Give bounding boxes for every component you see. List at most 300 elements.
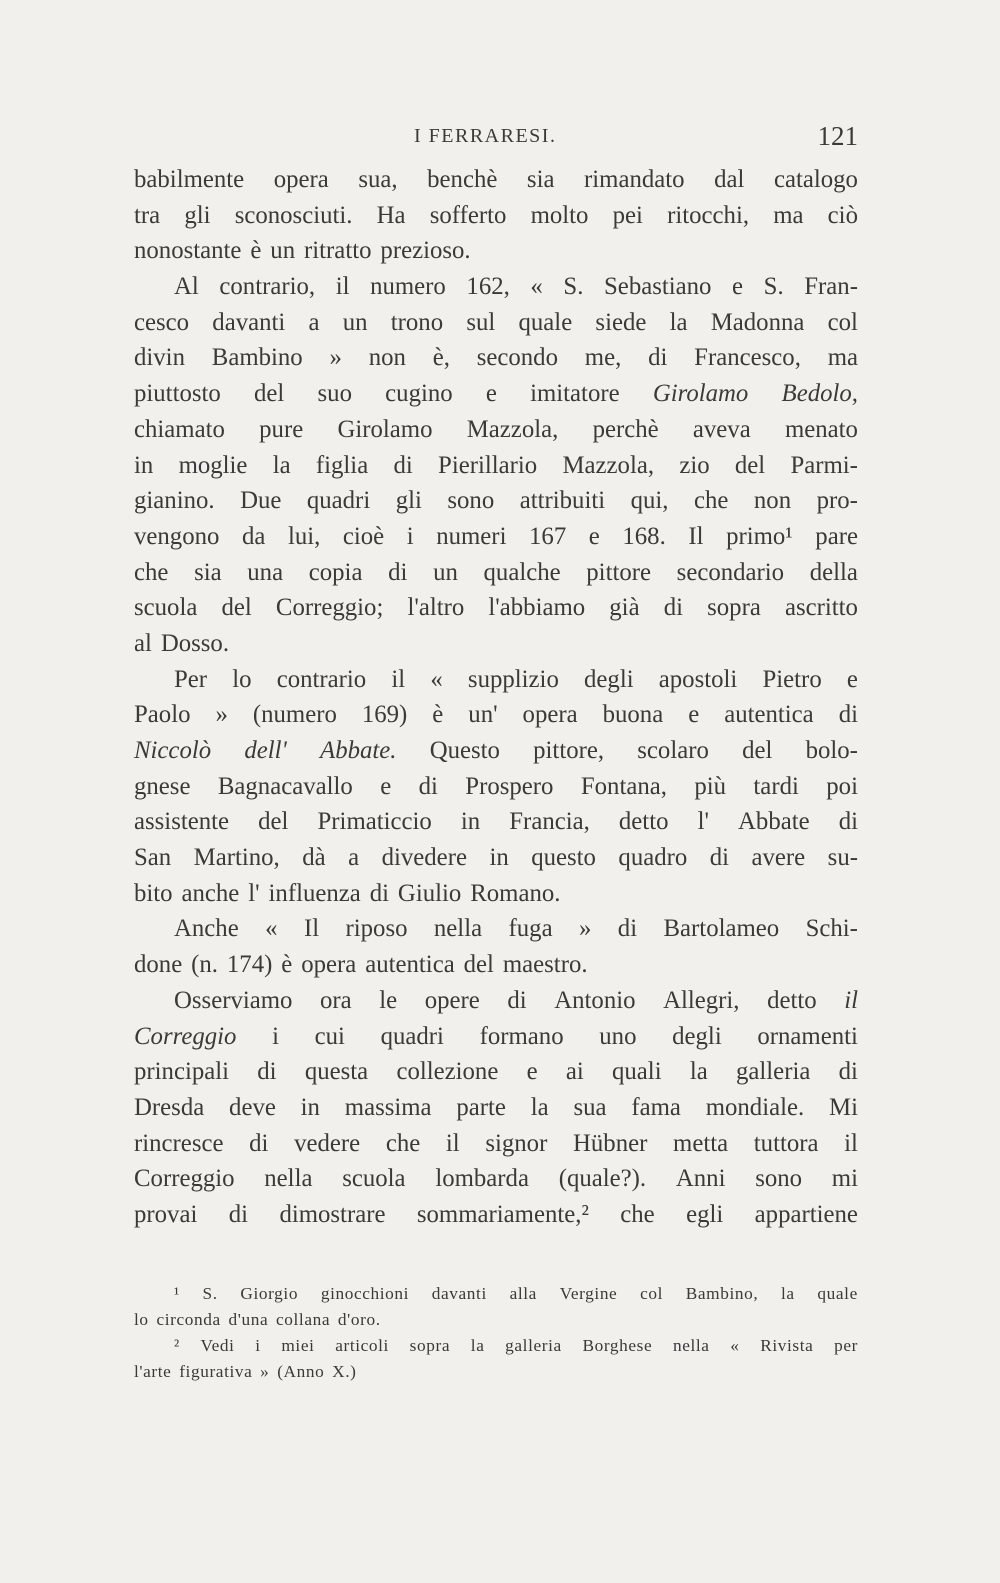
word: quadri [380,1022,444,1050]
word: attribuiti [519,487,606,515]
page-number: 121 [817,121,858,151]
word: una [247,558,284,586]
word: S. [202,1284,218,1303]
word: Vedi [200,1336,235,1355]
word: dal [714,166,745,193]
word: di [617,915,638,943]
word: (quale?). [558,1165,647,1193]
word: Mi [829,1093,858,1121]
text-line [134,876,858,912]
text-line [134,1161,858,1197]
word: Francesco, [694,344,801,372]
word: un [433,558,458,586]
word: Il [688,522,704,550]
word: fuga [508,915,553,943]
word: suo [317,380,352,408]
word: nonostante [134,237,242,265]
word: su- [827,844,858,872]
word: il [391,665,406,693]
word: rincresce [134,1129,224,1157]
word: in [134,451,154,479]
word: qui, [630,487,669,515]
word: sul [466,308,496,336]
word: la [781,1284,795,1303]
word: e [688,701,700,729]
running-head: I FERRARESI. [414,125,557,147]
word: siede [595,308,647,336]
word: zio [679,451,710,479]
word: Ha [376,201,406,229]
word: S. [763,273,784,301]
word: degli [584,665,634,693]
text-line [134,733,858,769]
text-line [134,1019,858,1055]
word: Correggio [134,1165,235,1193]
word: gnese [134,772,191,800]
word: di [388,558,408,586]
word: davanti [212,308,286,336]
word: Correggio [134,1022,237,1050]
word: di [838,701,858,729]
word: col [827,308,858,336]
word: sopra [409,1336,451,1355]
word: quale [817,1284,858,1303]
word: molto [530,201,589,229]
word: gli [184,201,211,229]
word: lui, [287,522,321,550]
word: Il [303,915,320,943]
text-line [134,911,858,947]
word: e [380,772,392,800]
word: dà [302,844,326,872]
word: qualche [483,558,561,586]
word: mi [831,1165,858,1193]
word: ginocchioni [320,1284,410,1303]
text-line [134,412,858,448]
word: non [753,487,792,515]
word: alla [509,1284,537,1303]
word: più [694,772,727,800]
word: degli [672,1022,722,1050]
word: bito [134,879,173,907]
word: influenza [268,879,361,907]
text-line [134,1197,858,1233]
word: i [406,522,414,550]
word: primo¹ [726,522,793,550]
word: divin [134,344,185,372]
word: bolo- [805,737,858,764]
word: ciò [827,201,858,229]
word: contrario [276,665,367,693]
word: opera [273,166,329,193]
word: opera [522,701,578,729]
word: Giulio [397,879,462,907]
word: i [255,1336,261,1355]
word: Girolamo [337,415,433,443]
word: sono [755,1165,803,1193]
word: davanti [431,1284,487,1303]
word: pare [815,522,858,550]
word: Sebastiano [604,273,712,301]
word: in [460,808,481,836]
text-line [134,376,858,412]
word: imitatore [530,380,620,408]
word: trono [390,308,444,336]
text-line [134,198,858,234]
word: Rivista [760,1336,814,1355]
word: sia [194,558,222,586]
word: egli [686,1200,724,1228]
word: aveva [692,415,751,443]
word: Mazzola, [466,415,559,443]
word: il [844,1129,858,1157]
word: Madonna [710,308,805,336]
word: Dresda [134,1093,205,1121]
word: ascritto [784,594,858,622]
word: figlia [315,451,369,479]
word: la [530,1093,549,1121]
footnotes [134,1281,858,1385]
word: Allegri, [663,986,740,1014]
word: questa [304,1058,369,1086]
word: di [369,879,389,907]
word: autentica [365,951,455,979]
word: la [689,1058,708,1086]
word: è [281,951,293,979]
word: figurativa [179,1362,253,1381]
word: la [470,1336,485,1355]
word: numeri [436,522,507,550]
text-line [134,555,858,591]
word: ma [827,344,858,372]
word: » [260,1362,270,1381]
word: sconosciuti. [234,201,353,229]
word: ritratto [304,237,372,265]
word: del [463,951,494,979]
word: avere [751,844,806,872]
word: del [254,380,285,408]
word: i [272,1022,279,1050]
word: menato [784,415,858,443]
word: ai [565,1058,584,1086]
word: uno [599,1022,637,1050]
word: un [270,237,296,265]
word: poi [826,772,858,800]
word: Fontana, [580,772,667,800]
word: supplizio [467,665,559,693]
word: opera [301,951,357,979]
word: Girolamo [652,380,749,408]
word: il [844,986,858,1014]
word: Bartolameo [663,915,780,943]
word: Correggio; [275,594,384,622]
word: Questo [429,737,500,764]
word: scuola [342,1165,406,1193]
word: apostoli [658,665,738,693]
word: di [249,1129,269,1157]
word: (Anno [277,1362,325,1381]
word: quali [612,1058,662,1086]
text-line [134,1126,858,1162]
word: Martino, [193,844,280,872]
word: ora [320,986,352,1014]
word: già [609,594,640,622]
word: cioè [342,522,385,550]
word: di [663,594,683,622]
word: done [134,951,183,979]
word: di [507,986,527,1014]
word: perchè [592,415,659,443]
word: metta [673,1129,729,1157]
word: Schi- [805,915,858,943]
text-line [134,162,858,198]
word: signor [485,1129,548,1157]
text-line [134,340,858,376]
word: Due [240,487,282,515]
footnote-line [134,1359,858,1385]
word: quadro [618,844,688,872]
word: del [221,594,252,622]
word: Osserviamo [174,986,293,1014]
word: Paolo [134,701,191,729]
word: non [368,344,406,372]
text-line [134,804,858,840]
word: al [134,629,152,657]
word: l'altro [407,594,465,622]
word: miei [281,1336,315,1355]
word: cesco [134,308,190,336]
word: Abbate [738,808,810,836]
word: massima [344,1093,432,1121]
word: divedere [381,844,467,872]
word: scuola [134,594,198,622]
word: Francia, [509,808,590,836]
word: scolaro [637,737,709,764]
word: Pietro [762,665,822,693]
text-line [134,590,858,626]
word: sua [573,1093,607,1121]
text-line [134,269,858,305]
word: sia [526,166,555,193]
word: Dosso. [160,629,230,657]
word: lo [232,665,252,693]
text-line [134,483,858,519]
footnote-line [134,1333,858,1359]
word: di [709,844,730,872]
word: San [134,844,172,872]
word: deve [229,1093,276,1121]
word: mondiale. [705,1093,805,1121]
word: un [342,308,368,336]
word: Romano. [470,879,561,907]
word: pittore [586,558,652,586]
word: un' [468,701,498,729]
word: anche [181,879,240,907]
page-header [134,121,858,157]
word: contrario, [219,273,316,301]
word: Abbate. [320,737,397,764]
word: maestro. [502,951,588,979]
word: numero [370,273,446,301]
word: benchè [427,166,498,193]
word: col [640,1284,664,1303]
word: opere [424,986,480,1014]
word: l'abbiamo [488,594,586,622]
word: buona [602,701,664,729]
text-line [134,1090,858,1126]
word: collezione [396,1058,499,1086]
word: ² [174,1336,180,1355]
word: » [329,344,342,372]
word: (n. [191,951,218,979]
word: la [669,308,688,336]
word: dell' [244,737,287,764]
word: d'una [228,1310,269,1329]
word: rimandato [584,166,685,193]
word: detto [618,808,669,836]
word: Giorgio [240,1284,299,1303]
word: S. [563,273,584,301]
word: tardi [753,772,799,800]
word: questo [531,844,596,872]
word: che [693,487,729,515]
word: quadri [306,487,371,515]
word: 168. [622,522,666,550]
word: nella [264,1165,313,1193]
text-line [134,519,858,555]
word: l' [697,808,709,836]
word: fama [631,1093,681,1121]
word: « [530,273,543,301]
word: me, [584,344,622,372]
word: pro- [816,487,858,515]
word: articoli [335,1336,389,1355]
text-line [134,697,858,733]
word: Mazzola, [562,451,655,479]
word: Niccolò [134,737,212,764]
word: appartiene [754,1200,858,1228]
word: la [272,451,291,479]
text-line [134,1054,858,1090]
word: catalogo [773,166,858,193]
word: Antonio [554,986,636,1014]
word: di [648,344,668,372]
word: di [393,451,413,479]
word: detto [767,986,817,1014]
footnote-line [134,1307,858,1333]
word: sofferto [429,201,507,229]
word: Bedolo, [781,380,858,408]
word: ornamenti [757,1022,858,1050]
word: cui [314,1022,345,1050]
word: gianino. [134,487,215,515]
word: è [250,237,262,265]
word: 162, [466,273,510,301]
word: tuttora [753,1129,819,1157]
word: 167 [529,522,567,550]
word: l'arte [134,1362,172,1381]
word: X.) [332,1362,357,1381]
word: nella [672,1336,710,1355]
word: di [257,1058,277,1086]
word: moglie [178,451,248,479]
word: quale [518,308,573,336]
word: sono [447,487,495,515]
word: pittore, [533,737,605,764]
word: il [445,1129,460,1157]
word: Al [174,273,199,301]
word: lo [134,1310,149,1329]
word: nella [433,915,483,943]
word: ritocchi, [667,201,750,229]
word: piuttosto [134,380,221,408]
word: del [734,451,766,479]
word: babilmente [134,166,245,193]
word: « [265,915,278,943]
word: d'oro. [337,1310,381,1329]
word: del [258,808,289,836]
word: e [485,380,497,408]
word: copia [308,558,363,586]
word: formano [479,1022,564,1050]
word: che [620,1200,655,1228]
text-line [134,769,858,805]
word: Per [174,665,208,693]
word: vengono [134,522,220,550]
word: dimostrare [279,1200,386,1228]
word: e [732,273,744,301]
word: in [300,1093,320,1121]
word: Hübner [573,1129,648,1157]
word: del [742,737,773,764]
word: principali [134,1058,230,1086]
word: l' [248,879,260,907]
word: riposo [345,915,408,943]
word: a [348,844,360,872]
word: Fran- [804,273,858,301]
word: di [228,1200,249,1228]
word: parte [456,1093,506,1121]
word: sommariamente,² [416,1200,589,1228]
word: assistente [134,808,230,836]
word: pure [259,415,304,443]
word: da [241,522,266,550]
word: è, [432,344,450,372]
word: cugino [385,380,453,408]
word: « [430,665,443,693]
word: Prospero [465,772,554,800]
word: di [838,808,858,836]
word: Anni [675,1165,726,1193]
word: secondo [476,344,558,372]
body-text [134,162,858,1233]
word: prezioso. [380,237,471,265]
text-line [134,448,858,484]
word: Bambino [211,344,303,372]
text-line [134,840,858,876]
footnote-line [134,1281,858,1307]
word: che [385,1129,421,1157]
word: a [308,308,320,336]
word: e [846,665,858,693]
word: e [588,522,600,550]
word: » [578,915,592,943]
text-line [134,983,858,1019]
word: Vergine [559,1284,618,1303]
text-line [134,947,858,983]
word: Pierillario [438,451,538,479]
word: tra [134,201,161,229]
